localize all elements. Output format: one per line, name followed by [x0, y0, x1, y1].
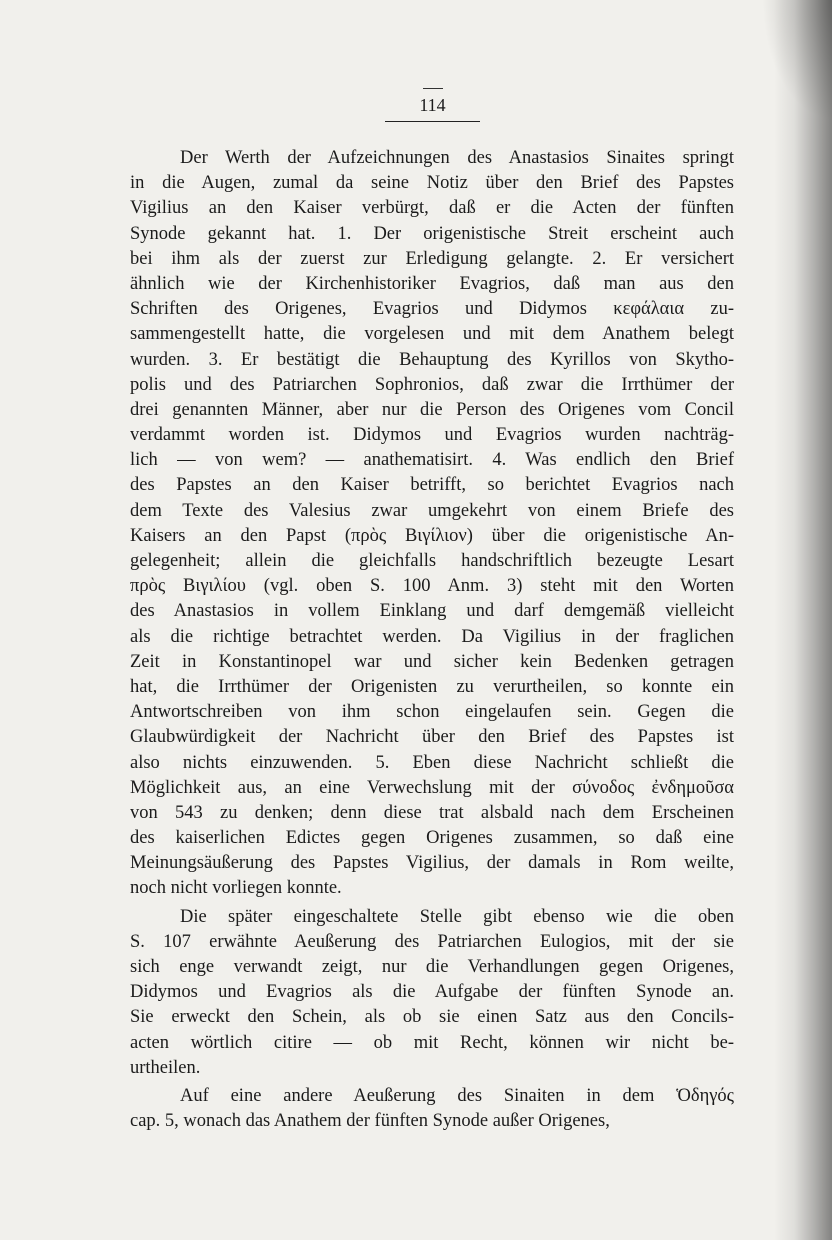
scan-shadow-top: [762, 0, 832, 120]
text-line: des Papstes an den Kaiser betrifft, so berichtet Evagrios nach: [130, 475, 734, 496]
text-line: Kaisers an den Papst (πρὸς Βιγίλιον) über die origenistische An-: [130, 525, 734, 546]
text-line: als die richtige betrachtet werden. Da Vigilius in der fraglichen: [130, 626, 734, 647]
text-line: hat, die Irrthümer der Origenisten zu verurtheilen, so konnte ein: [130, 676, 734, 697]
paragraph: [130, 905, 734, 1081]
page-number: 114: [419, 95, 446, 115]
text-line: Vigilius an den Kaiser verbürgt, daß er die Acten der fünften: [130, 198, 734, 219]
text-line: Die später eingeschaltete Stelle gibt ebenso wie die oben: [180, 906, 734, 927]
text-line: verdammt worden ist. Didymos und Evagrios wurden nachträg-: [130, 425, 734, 446]
text-line: Antwortschreiben von ihm schon eingelaufen sein. Gegen die: [130, 702, 734, 723]
text-line: drei genannten Männer, aber nur die Person des Origenes vom Concil: [130, 399, 734, 420]
text-line: Didymos und Evagrios als die Aufgabe der fünften Synode an.: [130, 982, 734, 1003]
text-line: acten wörtlich citire — ob mit Recht, können wir nicht be-: [130, 1032, 734, 1053]
text-line: in die Augen, zumal da seine Notiz über den Brief des Papstes: [130, 173, 734, 194]
text-line: Zeit in Konstantinopel war und sicher kein Bedenken getragen: [130, 651, 734, 672]
header-rule: [385, 121, 480, 122]
text-line: Schriften des Origenes, Evagrios und Didymos κεφάλαια zu-: [130, 299, 734, 320]
text-line: des kaiserlichen Edictes gegen Origenes zusammen, so daß eine: [130, 828, 734, 849]
text-line: von 543 zu denken; denn diese trat alsbald nach dem Erscheinen: [130, 802, 734, 823]
text-line: urtheilen.: [130, 1057, 201, 1078]
text-line: S. 107 erwähnte Aeußerung des Patriarchen Eulogios, mit der sie: [130, 931, 734, 952]
text-line: noch nicht vorliegen konnte.: [130, 878, 342, 899]
text-line: Möglichkeit aus, an eine Verwechslung mit der σύνοδος ἐνδημοῦσα: [130, 777, 734, 798]
page-header: [385, 88, 480, 122]
text-line: gelegenheit; allein die gleichfalls handschriftlich bezeugte Lesart: [130, 551, 734, 571]
text-line: bei ihm als der zuerst zur Erledigung gelangte. 2. Er versichert: [130, 248, 734, 269]
text-line: wurden. 3. Er bestätigt die Behauptung des Kyrillos von Skytho-: [130, 349, 734, 370]
text-line: πρὸς Βιγιλίου (vgl. oben S. 100 Anm. 3) steht mit den Worten: [130, 576, 734, 597]
text-line: Glaubwürdigkeit der Nachricht über den Brief des Papstes ist: [130, 727, 734, 748]
paragraph: [130, 1084, 734, 1134]
text-line: Sie erweckt den Schein, als ob sie einen Satz aus den Concils-: [130, 1007, 734, 1028]
text-line: lich — von wem? — anathematisirt. 4. Was endlich den Brief: [130, 450, 734, 471]
scan-shadow-edge: [774, 0, 832, 1240]
body-text: [130, 146, 734, 1134]
text-line: Synode gekannt hat. 1. Der origenistische Streit erscheint auch: [130, 223, 734, 244]
text-line: also nichts einzuwenden. 5. Eben diese Nachricht schließt die: [130, 752, 734, 773]
text-line: polis und des Patriarchen Sophronios, daß zwar die Irrthümer der: [130, 374, 734, 395]
paragraph: [130, 146, 734, 902]
text-line: sammengestellt hatte, die vorgelesen und mit dem Anathem belegt: [130, 324, 734, 345]
text-line: sich enge verwandt zeigt, nur die Verhandlungen gegen Origenes,: [130, 957, 734, 977]
text-line: Meinungsäußerung des Papstes Vigilius, der damals in Rom weilte,: [130, 853, 734, 874]
text-line: dem Texte des Valesius zwar umgekehrt von einem Briefe des: [130, 500, 734, 521]
text-line: ähnlich wie der Kirchenhistoriker Evagrios, daß man aus den: [130, 273, 734, 294]
text-line: cap. 5, wonach das Anathem der fünften Synode außer Origenes,: [130, 1111, 610, 1132]
text-line: des Anastasios in vollem Einklang und darf demgemäß vielleicht: [130, 601, 734, 622]
header-dash: [423, 88, 443, 89]
text-line: Der Werth der Aufzeichnungen des Anastasios Sinaites springt: [180, 148, 734, 168]
text-line: Auf eine andere Aeußerung des Sinaiten in dem Ὁδηγός: [180, 1085, 734, 1106]
